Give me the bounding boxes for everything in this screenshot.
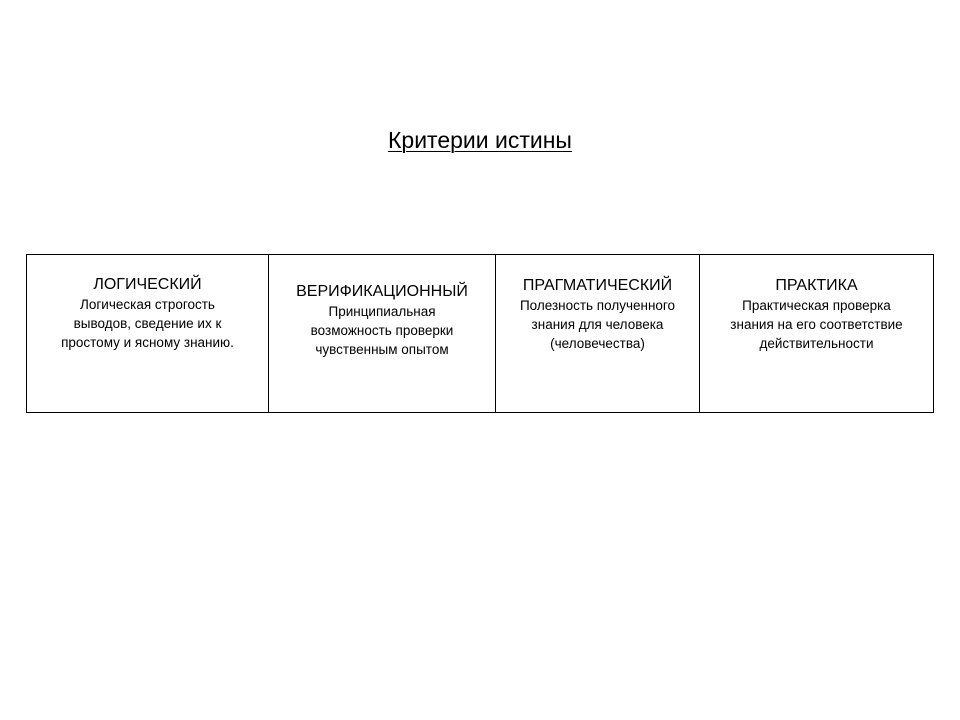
criterion-heading: ПРАГМАТИЧЕСКИЙ xyxy=(522,277,673,294)
criterion-text-line: Принципиальная xyxy=(328,304,436,319)
criterion-text-line: чувственным опытом xyxy=(315,342,449,357)
criterion-text-line: возможность проверки xyxy=(310,323,454,338)
diagram-title xyxy=(0,123,960,157)
criterion-heading: ЛОГИЧЕСКИЙ xyxy=(93,276,202,293)
criterion-text-line: Полезность полученного xyxy=(519,298,676,313)
criterion-text-line: (человечества) xyxy=(550,336,645,351)
criterion-logical-box xyxy=(26,254,269,413)
criterion-verification-box xyxy=(268,254,496,413)
criterion-heading: ПРАКТИКА xyxy=(775,277,858,294)
criterion-text-line: Практическая проверка xyxy=(742,298,891,313)
criterion-text-line: выводов, сведение их к xyxy=(73,316,222,331)
criterion-text-line: Логическая строгость xyxy=(80,297,215,312)
criterion-practice-box xyxy=(699,254,934,413)
criterion-pragmatic-box xyxy=(495,254,700,413)
criterion-text-line: действительности xyxy=(759,336,874,351)
criterion-text-line: знания для человека xyxy=(531,317,664,332)
criterion-text-line: простому и ясному знанию. xyxy=(61,335,234,350)
criterion-heading: ВЕРИФИКАЦИОННЫЙ xyxy=(296,283,468,300)
criterion-text-line: знания на его соответствие xyxy=(730,317,903,332)
diagram-title-text: Критерии истины xyxy=(388,127,572,153)
